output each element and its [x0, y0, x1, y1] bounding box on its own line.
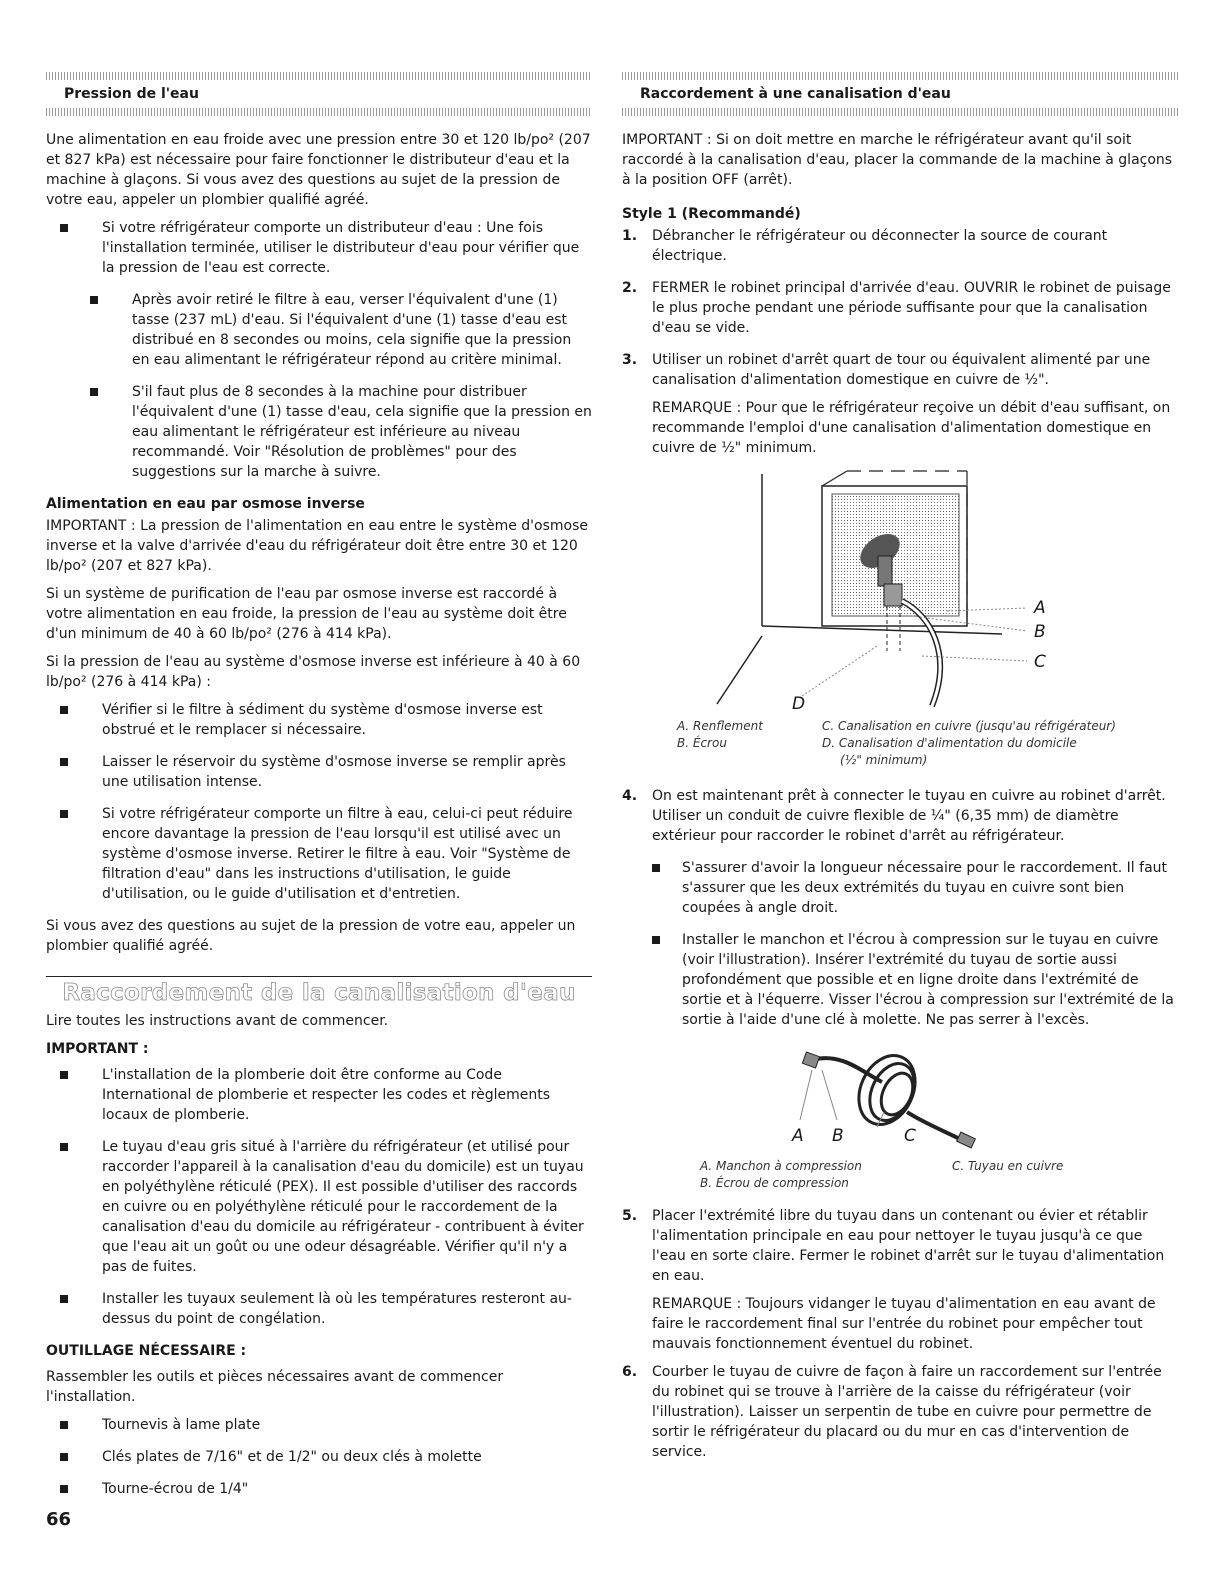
ro-paragraph-3: Si la pression de l'eau au système d'osmose inverse est inférieure à 40 à 60 lb/po² (276 à 414 kPa) :: [46, 654, 581, 690]
fig1-label-d: D: [792, 694, 806, 714]
style-heading: Style 1 (Recommandé): [622, 206, 801, 222]
ro-heading: Alimentation en eau par osmose inverse: [46, 496, 365, 512]
connect-bullet-3: Installer les tuyaux seulement là où les températures resteront au-dessus du point de congélation.: [46, 1289, 592, 1329]
ro-important: IMPORTANT : La pression de l'alimentation en eau entre le système d'osmose inverse et la valve d'arrivée d'eau du réfrigérateur doit être entre 30 et 120 lb/po² (207 et 827 kPa).: [46, 518, 588, 574]
page-section-title: Raccordement de la canalisation d'eau: [62, 980, 576, 1006]
ro-closing: Si vous avez des questions au sujet de la pression de votre eau, appeler un plombier qualifié agréé.: [46, 918, 576, 954]
fig1-caption: [622, 718, 1178, 778]
ro-bullet-3: Si votre réfrigérateur comporte un filtre à eau, celui-ci peut réduire encore davantage la pression de l'eau lorsqu'il est utilisé avec un système d'osmose inverse. Retirer le filtre à eau. Voir "Système de filtration d'eau" dans les instructions d'utilisation, le guide d'utilisation, ou le guide d'utilisation et d'entretien.: [46, 804, 592, 904]
step-6: [622, 1362, 1178, 1462]
tool-item-1: Tournevis à lame plate: [46, 1415, 592, 1435]
section-heading-water-pressure: Pression de l'eau: [64, 86, 199, 102]
step-5-note: REMARQUE : Toujours vidanger le tuyau d'alimentation en eau avant de faire le raccordement final sur l'entrée du robinet pour empêcher tout mauvais fonctionnement éventuel du robinet.: [652, 1296, 1156, 1352]
step-4: [622, 786, 1178, 846]
fig1-label-a: A: [1034, 598, 1046, 618]
step-number: 1.: [622, 228, 638, 244]
step-number: 4.: [622, 788, 638, 804]
connect-read-instructions: Lire toutes les instructions avant de commencer.: [46, 1013, 389, 1029]
ro-bullet-2: Laisser le réservoir du système d'osmose inverse se remplir après une utilisation intense.: [46, 752, 592, 792]
step-text: Débrancher le réfrigérateur ou déconnecter la source de courant électrique.: [652, 228, 1108, 264]
connect-bullet-2: Le tuyau d'eau gris situé à l'arrière du réfrigérateur (et utilisé pour raccorder l'appareil à la canalisation d'eau du domicile) est un tuyau en polyéthylène réticulé (PEX). Il est possible d'utiliser des raccords en cuivre ou en polyéthylène réticulé pour le raccordement de la canalisation d'eau du domicile au réfrigérateur - contribuent à éviter que l'eau ait un goût ou une odeur désagréable. Vérifier qu'il n'y a pas de fuites.: [46, 1137, 592, 1277]
step-text: Utiliser un robinet d'arrêt quart de tour ou équivalent alimenté par une canalisation d'alimentation domestique en cuivre de ½".: [652, 352, 1151, 388]
step-3-note: REMARQUE : Pour que le réfrigérateur reçoive un débit d'eau suffisant, on recommande l'emploi d'une canalisation d'alimentation domestique en cuivre de ½" minimum.: [652, 400, 1171, 456]
ro-bullet-1: Vérifier si le filtre à sédiment du système d'osmose inverse est obstrué et le remplacer si nécessaire.: [46, 700, 592, 740]
fig2-label-a: A: [792, 1126, 804, 1146]
fig2-caption: [622, 1158, 1178, 1198]
fig1-caption-b: B. Écrou: [677, 736, 727, 750]
step-text: Placer l'extrémité libre du tuyau dans un contenant ou évier et rétablir l'alimentation principale en eau pour nettoyer le tuyau jusqu'à ce que l'eau en sorte claire. Fermer le robinet d'arrêt sur le tuyau d'alimentation en eau.: [652, 1208, 1165, 1284]
connect-bullet-1: L'installation de la plomberie doit être conforme au Code International de plomberie et respecter les codes et règlements locaux de plomberie.: [46, 1065, 592, 1125]
pressure-subbullet-1: Après avoir retiré le filtre à eau, verser l'équivalent d'une (1) tasse (237 mL) d'eau. Si l'équivalent d'une (1) tasse d'eau est distribué en 8 secondes ou moins, cela signifie que la pression en eau alimentant le réfrigérateur répond au critère minimal.: [46, 290, 592, 370]
page-number: 66: [46, 1509, 72, 1530]
right-important: IMPORTANT : Si on doit mettre en marche le réfrigérateur avant qu'il soit raccordé à la canalisation d'eau, placer la commande de la machine à glaçons à la position OFF (arrêt).: [622, 132, 1173, 188]
pressure-intro: Une alimentation en eau froide avec une pression entre 30 et 120 lb/po² (207 et 827 kPa) est nécessaire pour faire fonctionner le distributeur d'eau et la machine à glaçons. Si vous avez des questions au sujet de la pression de votre eau, appeler un plombier qualifié agréé.: [46, 132, 591, 208]
section-heading-water-line: Raccordement à une canalisation d'eau: [640, 86, 951, 102]
fig1-label-c: C: [1034, 652, 1046, 672]
tool-item-2: Clés plates de 7/16" et de 1/2" ou deux clés à molette: [46, 1447, 592, 1467]
step-5: [622, 1206, 1178, 1286]
section-divider: [46, 976, 592, 977]
fig1-caption-c: C. Canalisation en cuivre (jusqu'au réfrigérateur): [822, 719, 1116, 733]
right-column: [622, 72, 1178, 1474]
pressure-bullet-dispenser: Si votre réfrigérateur comporte un distributeur d'eau : Une fois l'installation terminée, utiliser le distributeur d'eau pour vérifier que la pression de l'eau est correcte.: [46, 218, 592, 278]
step-2: [622, 278, 1178, 338]
hatch-rule: [46, 108, 592, 116]
fig2-caption-b: B. Écrou de compression: [700, 1176, 849, 1190]
compression-fitting-illustration: [622, 1042, 1178, 1152]
hatch-rule: [622, 72, 1178, 80]
step-4-bullet-1: S'assurer d'avoir la longueur nécessaire pour le raccordement. Il faut s'assurer que les deux extrémités du tuyau en cuivre sont bien coupées à angle droit.: [622, 858, 1178, 918]
fig1-caption-a: A. Renflement: [677, 719, 763, 733]
step-text: FERMER le robinet principal d'arrivée d'eau. OUVRIR le robinet de puisage le plus proche pendant une période suffisante pour que la canalisation d'eau se vide.: [652, 280, 1171, 336]
fig1-caption-d2: (½" minimum): [840, 753, 928, 767]
step-number: 6.: [622, 1364, 638, 1380]
step-number: 2.: [622, 280, 638, 296]
valve-illustration: [622, 466, 1178, 716]
fig1-caption-d: D. Canalisation d'alimentation du domicile: [822, 736, 1077, 750]
left-column: [46, 72, 592, 1511]
step-text: Courber le tuyau de cuivre de façon à faire un raccordement sur l'entrée du robinet qui se trouve à l'arrière de la caisse du réfrigérateur (voir l'illustration). Laisser un serpentin de tube en cuivre pour permettre de sortir le réfrigérateur du placard ou du mur en cas d'intervention de service.: [652, 1364, 1162, 1460]
hatch-rule: [622, 108, 1178, 116]
step-3: [622, 350, 1178, 390]
fig2-caption-a: A. Manchon à compression: [700, 1159, 862, 1173]
fig2-caption-c: C. Tuyau en cuivre: [952, 1159, 1064, 1173]
fig1-label-b: B: [1034, 622, 1046, 642]
coil-drawing: [622, 1042, 1178, 1152]
step-4-bullet-2: Installer le manchon et l'écrou à compression sur le tuyau en cuivre (voir l'illustration). Insérer l'extrémité du tuyau de sortie aussi profondément que possible et en ligne droite dans l'extrémité de sortie et à l'équerre. Visser l'écrou à compression sur l'extrémité de la sortie à l'aide d'une clé à molette. Ne pas serrer à l'excès.: [622, 930, 1178, 1030]
tool-item-3: Tourne-écrou de 1/4": [46, 1479, 592, 1499]
connect-important-label: IMPORTANT :: [46, 1041, 149, 1057]
ro-paragraph-2: Si un système de purification de l'eau par osmose inverse est raccordé à votre alimentation en eau froide, la pression de l'eau au système doit être d'un minimum de 40 à 60 lb/po² (276 à 414 kPa).: [46, 586, 567, 642]
step-1: [622, 226, 1178, 266]
step-number: 3.: [622, 352, 638, 368]
tools-heading: OUTILLAGE NÉCESSAIRE :: [46, 1343, 247, 1359]
hatch-rule: [46, 72, 592, 80]
step-text: On est maintenant prêt à connecter le tuyau en cuivre au robinet d'arrêt. Utiliser un conduit de cuivre flexible de ¼" (6,35 mm) de diamètre extérieur pour raccorder le robinet d'arrêt au réfrigérateur.: [652, 788, 1166, 844]
valve-drawing: [622, 466, 1178, 716]
fig2-label-b: B: [832, 1126, 844, 1146]
pressure-subbullet-2: S'il faut plus de 8 secondes à la machine pour distribuer l'équivalent d'une (1) tasse d'eau, cela signifie que la pression en eau alimentant le réfrigérateur est inférieure au niveau recommandé. Voir "Résolution de problèmes" pour des suggestions sur la marche à suivre.: [46, 382, 592, 482]
step-number: 5.: [622, 1208, 638, 1224]
tools-intro: Rassembler les outils et pièces nécessaires avant de commencer l'installation.: [46, 1369, 504, 1405]
fig2-label-c: C: [904, 1126, 916, 1146]
